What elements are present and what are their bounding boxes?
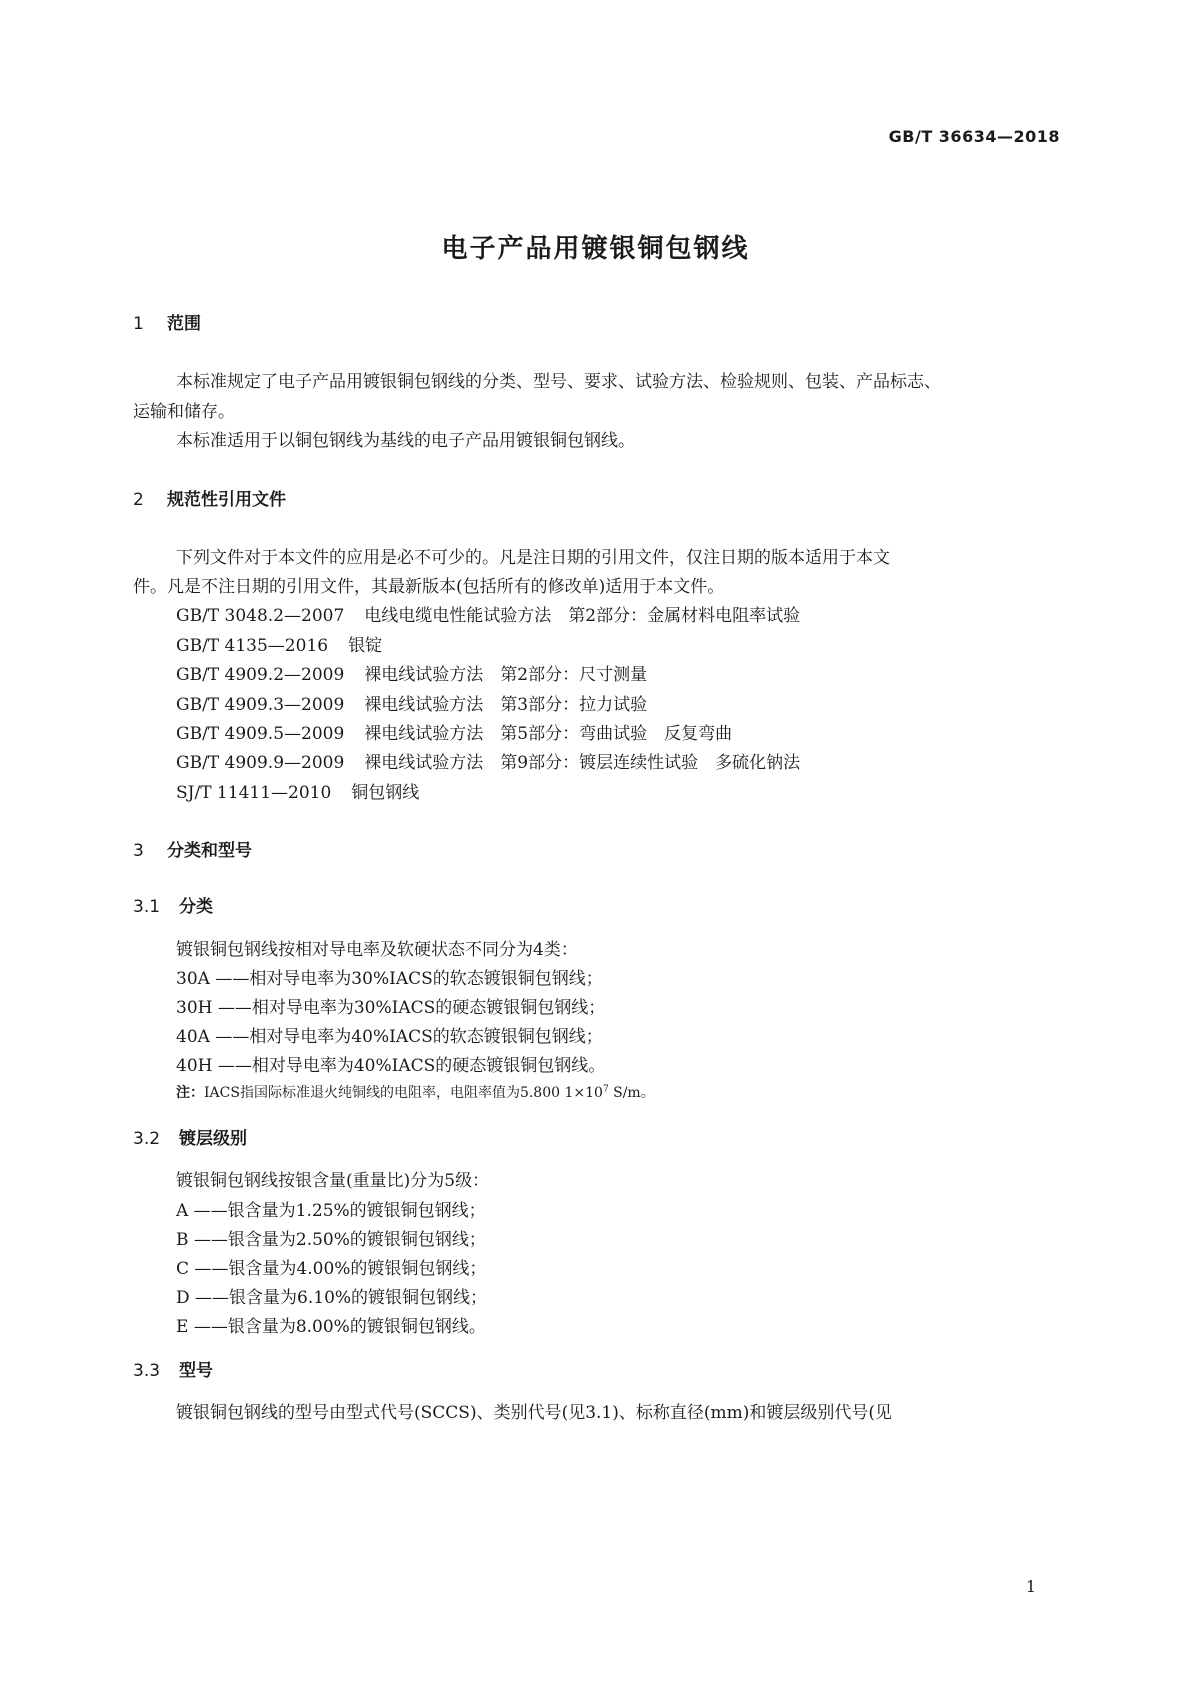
note-unit: S/m。 (608, 1085, 655, 1101)
section-3-heading (133, 836, 252, 861)
reference-title: 铜包钢线 (351, 783, 420, 803)
document-title: 电子产品用镀银铜包钢线 (441, 234, 750, 264)
section-title: 分类和型号 (167, 841, 252, 861)
classification-note (176, 1082, 655, 1102)
section-number: 1 (133, 314, 144, 334)
reference-title: 裸电线试验方法 第3部分：拉力试验 (364, 695, 648, 715)
reference-title: 电线电缆电性能试验方法 第2部分：金属材料电阻率试验 (364, 606, 801, 626)
section-1-heading (133, 309, 201, 334)
reference-title: 裸电线试验方法 第5部分：弯曲试验 反复弯曲 (364, 724, 733, 744)
section-2-intro-line-1: 下列文件对于本文件的应用是必不可少的。凡是注日期的引用文件，仅注日期的版本适用于本文 (176, 548, 890, 568)
reference-code: GB/T 4909.5—2009 (176, 724, 345, 744)
reference-item (176, 778, 419, 803)
reference-title: 裸电线试验方法 第9部分：镀层连续性试验 多硫化钠法 (364, 753, 801, 773)
classification-intro: 镀银铜包钢线按相对导电率及软硬状态不同分为4类： (176, 940, 578, 960)
reference-title: 裸电线试验方法 第2部分：尺寸测量 (364, 665, 648, 685)
section-number: 3 (133, 841, 144, 861)
reference-code: SJ/T 11411—2010 (176, 783, 332, 803)
reference-code: GB/T 4135—2016 (176, 636, 329, 656)
page-number: 1 (1025, 1577, 1036, 1596)
subsection-title: 型号 (179, 1361, 213, 1381)
subsection-3-3-heading (133, 1356, 213, 1381)
subsection-title: 分类 (179, 897, 213, 917)
section-title: 范围 (167, 314, 201, 334)
subsection-number: 3.3 (133, 1361, 161, 1381)
reference-item (176, 631, 382, 656)
subsection-number: 3.2 (133, 1129, 161, 1149)
reference-title: 银锭 (348, 636, 383, 656)
section-1-para-1-line-1: 本标准规定了电子产品用镀银铜包钢线的分类、型号、要求、试验方法、检验规则、包装、产品标志、 (176, 372, 941, 392)
reference-code: GB/T 4909.9—2009 (176, 753, 345, 773)
reference-code: GB/T 4909.2—2009 (176, 665, 345, 685)
section-1-para-2: 本标准适用于以铜包钢线为基线的电子产品用镀银铜包钢线。 (176, 431, 635, 451)
coating-item: A ——银含量为1.25%的镀银铜包钢线； (176, 1201, 486, 1221)
section-1-para-1-line-2: 运输和储存。 (133, 402, 235, 422)
standard-code: GB/T 36634—2018 (888, 127, 1060, 146)
classification-item: 30H ——相对导电率为30%IACS的硬态镀银铜包钢线； (176, 998, 606, 1018)
reference-item (176, 660, 647, 685)
model-text: 镀银铜包钢线的型号由型式代号(SCCS)、类别代号(见3.1)、标称直径(mm)和镀层级别代号(见 (176, 1403, 893, 1423)
coating-item: B ——银含量为2.50%的镀银铜包钢线； (176, 1230, 486, 1250)
subsection-number: 3.1 (133, 897, 161, 917)
subsection-3-1-heading (133, 892, 213, 917)
coating-item: C ——银含量为4.00%的镀银铜包钢线； (176, 1259, 487, 1279)
note-exponent: 7 (602, 1084, 609, 1095)
reference-item (176, 601, 800, 626)
classification-item: 30A ——相对导电率为30%IACS的软态镀银铜包钢线； (176, 969, 603, 989)
classification-item: 40A ——相对导电率为40%IACS的软态镀银铜包钢线； (176, 1027, 603, 1047)
section-number: 2 (133, 490, 144, 510)
classification-item: 40H ——相对导电率为40%IACS的硬态镀银铜包钢线。 (176, 1056, 606, 1076)
section-title: 规范性引用文件 (167, 490, 286, 510)
subsection-title: 镀层级别 (179, 1129, 247, 1149)
reference-item (176, 719, 732, 744)
reference-item (176, 748, 800, 773)
note-text: IACS指国际标准退火纯铜线的电阻率，电阻率值为5.800 1×10 (204, 1085, 603, 1101)
reference-item (176, 690, 647, 715)
reference-code: GB/T 3048.2—2007 (176, 606, 345, 626)
note-label: 注： (176, 1085, 204, 1101)
reference-code: GB/T 4909.3—2009 (176, 695, 345, 715)
subsection-3-2-heading (133, 1124, 247, 1149)
section-2-heading (133, 485, 286, 510)
coating-intro: 镀银铜包钢线按银含量(重量比)分为5级： (176, 1171, 490, 1191)
section-2-intro-line-2: 件。凡是不注日期的引用文件，其最新版本(包括所有的修改单)适用于本文件。 (133, 577, 725, 597)
coating-item: E ——银含量为8.00%的镀银铜包钢线。 (176, 1317, 486, 1337)
coating-item: D ——银含量为6.10%的镀银铜包钢线； (176, 1288, 488, 1308)
